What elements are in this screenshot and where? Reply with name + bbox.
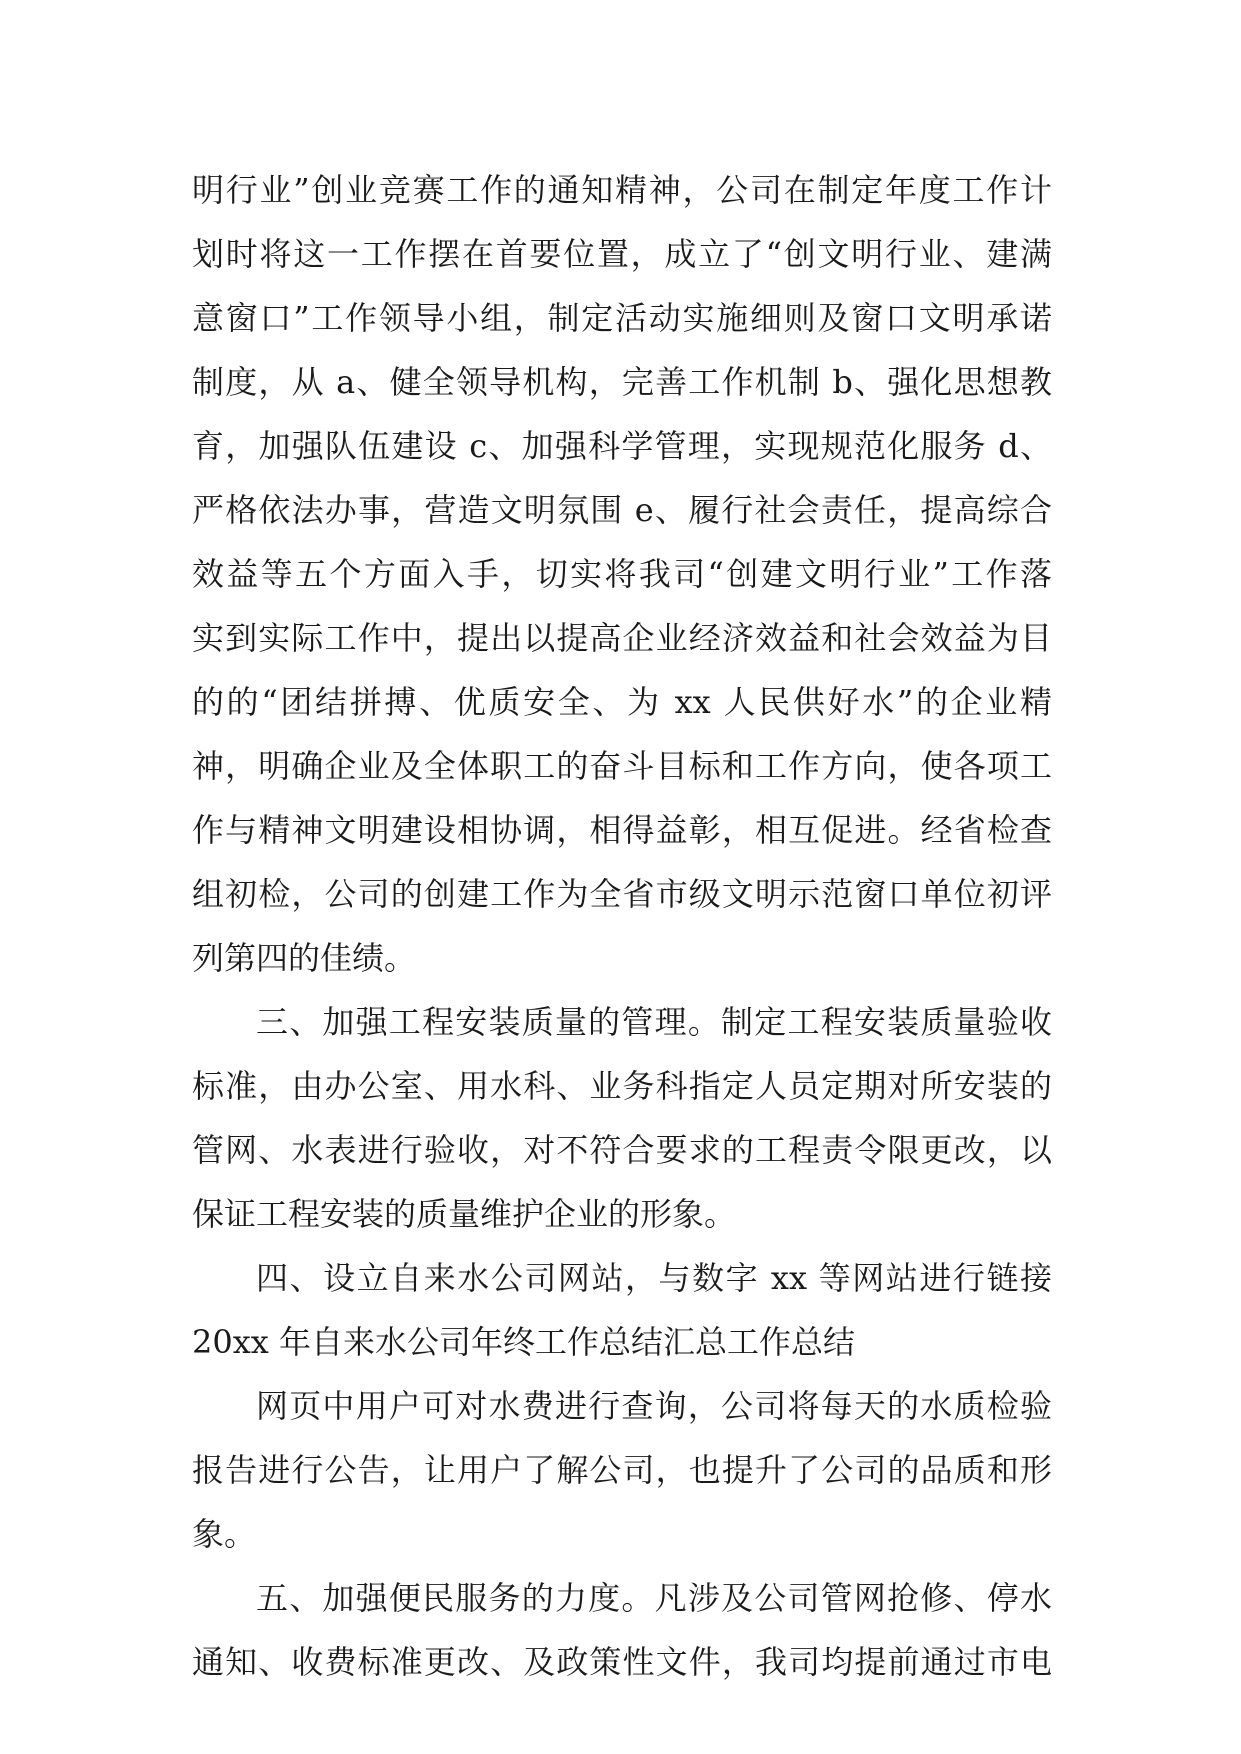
paragraph-line: 报告进行公告，让用户了解公司，也提升了公司的品质和形 <box>192 1451 1052 1489</box>
paragraph-line: 通知、收费标准更改、及政策性文件，我司均提前通过市电 <box>192 1643 1052 1681</box>
paragraph-line: 三、加强工程安装质量的管理。制定工程安装质量验收 <box>256 1003 1052 1041</box>
paragraph-line: 明行业”创业竞赛工作的通知精神，公司在制定年度工作计 <box>192 171 1052 209</box>
paragraph-line: 划时将这一工作摆在首要位置，成立了“创文明行业、建满 <box>192 235 1052 273</box>
paragraph-line: 五、加强便民服务的力度。凡涉及公司管网抢修、停水 <box>256 1579 1052 1617</box>
paragraph-line: 象。 <box>192 1515 257 1553</box>
paragraph-line: 保证工程安装的质量维护企业的形象。 <box>192 1195 737 1233</box>
paragraph-line: 实到实际工作中，提出以提高企业经济效益和社会效益为目 <box>192 619 1052 657</box>
paragraph-line: 神，明确企业及全体职工的奋斗目标和工作方向，使各项工 <box>192 747 1052 785</box>
paragraph-line: 20xx 年自来水公司年终工作总结汇总工作总结 <box>192 1323 855 1361</box>
paragraph-line: 列第四的佳绩。 <box>192 939 417 977</box>
paragraph-line: 四、设立自来水公司网站，与数字 xx 等网站进行链接 <box>256 1259 1052 1297</box>
paragraph-line: 效益等五个方面入手，切实将我司“创建文明行业”工作落 <box>192 555 1052 593</box>
paragraph-line: 育，加强队伍建设 c、加强科学管理，实现规范化服务 d、 <box>192 427 1052 465</box>
paragraph-line: 管网、水表进行验收，对不符合要求的工程责令限更改，以 <box>192 1131 1052 1169</box>
document-body <box>192 158 1052 1694</box>
paragraph-line: 网页中用户可对水费进行查询，公司将每天的水质检验 <box>256 1387 1052 1425</box>
paragraph-line: 的的“团结拼搏、优质安全、为 xx 人民供好水”的企业精 <box>192 683 1052 721</box>
paragraph-line: 组初检，公司的创建工作为全省市级文明示范窗口单位初评 <box>192 875 1052 913</box>
paragraph-line: 标准，由办公室、用水科、业务科指定人员定期对所安装的 <box>192 1067 1052 1105</box>
paragraph-line: 制度，从 a、健全领导机构，完善工作机制 b、强化思想教 <box>192 363 1052 401</box>
paragraph-line: 意窗口”工作领导小组，制定活动实施细则及窗口文明承诺 <box>192 299 1052 337</box>
paragraph-line: 作与精神文明建设相协调，相得益彰，相互促进。经省检查 <box>192 811 1052 849</box>
paragraph-line: 严格依法办事，营造文明氛围 e、履行社会责任，提高综合 <box>192 491 1052 529</box>
